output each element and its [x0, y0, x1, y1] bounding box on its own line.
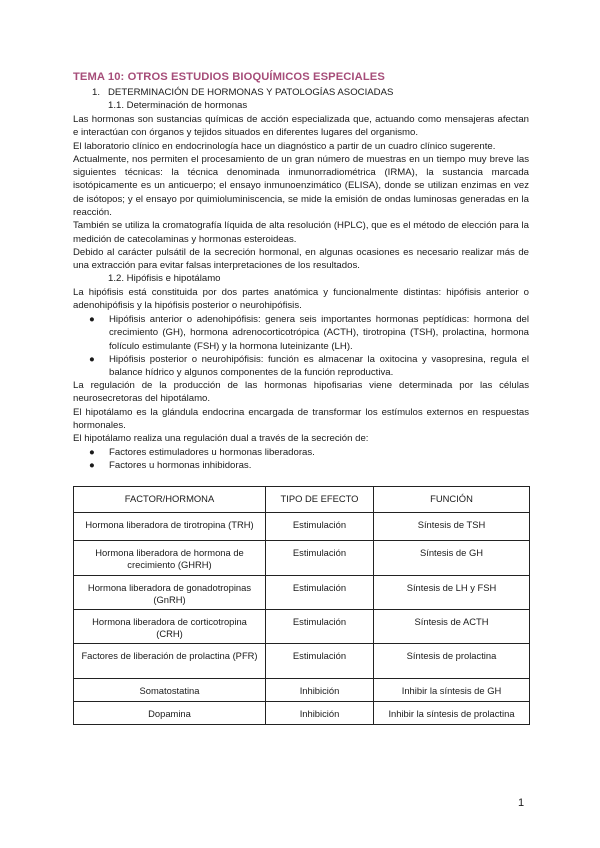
- paragraph: La hipófisis está constituida por dos partes anatómica y funcionalmente distintas: hipófisis anterior o adenohipófisis y la hipófisis posterior o neurohipófisis.: [73, 287, 529, 312]
- paragraph: Debido al carácter pulsátil de la secreción hormonal, en algunas ocasiones es necesario realizar más de una extracción para evitar falsas interpretaciones de los resultados.: [73, 246, 529, 272]
- paragraph: Las hormonas son sustancias químicas de acción especializada que, actuando como mensajeras afectan e interactúan con órganos y tejidos situados en diferentes lugares del organismo.: [73, 114, 529, 139]
- page-title: TEMA 10: OTROS ESTUDIOS BIOQUÍMICOS ESPECIALES: [73, 71, 385, 83]
- hypophysis-paragraph: [73, 286, 529, 313]
- list-item: ● Factores estimuladores u hormonas liberadoras.: [89, 447, 315, 458]
- section-number: 1.: [92, 87, 101, 98]
- table-header-row: [74, 487, 530, 513]
- list-item: ● Hipófisis posterior o neurohipófisis: función es almacenar la oxitocina y vasopresina, regula el balance hídrico y algunos componentes de la función reproductiva.: [89, 353, 529, 379]
- subsection-heading-1-1: 1.1. Determinación de hormonas: [108, 100, 248, 111]
- table-row: [74, 576, 530, 610]
- column-header-effect: TIPO DE EFECTO: [266, 487, 374, 513]
- table-row: [74, 541, 530, 576]
- hypothalamus-paragraphs: [73, 379, 529, 445]
- table-cell: Síntesis de ACTH: [374, 610, 530, 644]
- subsection-heading-1-2: 1.2. Hipófisis e hipotálamo: [108, 273, 221, 284]
- bullet-icon: ●: [89, 353, 95, 365]
- table-cell: Hormona liberadora de tirotropina (TRH): [74, 513, 266, 541]
- column-header-factor: FACTOR/HORMONA: [74, 487, 266, 513]
- table-row: [74, 610, 530, 644]
- table-cell: Hormona liberadora de gonadotropinas (GnRH): [74, 576, 266, 610]
- table-row: [74, 702, 530, 725]
- table-cell: Inhibición: [266, 679, 374, 702]
- table-cell: Inhibir la síntesis de prolactina: [374, 702, 530, 725]
- paragraph: También se utiliza la cromatografía líquida de alta resolución (HPLC), que es el método de elección para la medición de catecolaminas y hormonas esteroideas.: [73, 220, 529, 245]
- table-cell: Estimulación: [266, 513, 374, 541]
- bullet-icon: ●: [89, 314, 95, 325]
- table-cell: Síntesis de GH: [374, 541, 530, 576]
- table-cell: Somatostatina: [74, 679, 266, 702]
- table-cell: Factores de liberación de prolactina (PFR): [74, 644, 266, 679]
- table-cell: Síntesis de prolactina: [374, 644, 530, 679]
- table-cell: Síntesis de LH y FSH: [374, 576, 530, 610]
- section-heading-1: [92, 87, 393, 98]
- table-cell: Síntesis de TSH: [374, 513, 530, 541]
- bullet-icon: ●: [89, 447, 95, 458]
- hypophysis-bullet-list: [73, 313, 529, 379]
- table-cell: Estimulación: [266, 610, 374, 644]
- table-cell: Inhibir la síntesis de GH: [374, 679, 530, 702]
- table-cell: Estimulación: [266, 541, 374, 576]
- table-cell: Hormona liberadora de corticotropina (CRH): [74, 610, 266, 644]
- table-cell: Estimulación: [266, 644, 374, 679]
- paragraph: El hipotálamo realiza una regulación dual a través de la secreción de:: [73, 433, 369, 445]
- paragraph: Actualmente, nos permiten el procesamiento de un gran número de muestras en un tiempo muy breve las siguientes técnicas: la técnica denominada inmunorradiométrica (IRMA), la sustancia marcada isotópicamente es un anticuerpo; el ensayo inmunoenzimático (ELISA), donde se utilizan enzimas en vez de isótopos; y el ensayo por quimioluminiscencia, se mide la emisión de ondas luminosas generadas en la reacción.: [73, 153, 529, 219]
- regulation-bullet-list: [73, 446, 529, 473]
- table-cell: Dopamina: [74, 702, 266, 725]
- intro-paragraphs: [73, 113, 529, 273]
- table-cell: Estimulación: [266, 576, 374, 610]
- column-header-function: FUNCIÓN: [374, 487, 530, 513]
- table-row: [74, 644, 530, 679]
- table-row: [74, 513, 530, 541]
- page-number: 1: [518, 797, 525, 809]
- paragraph: El hipotálamo es la glándula endocrina encargada de transformar los estímulos externos en respuestas hormonales.: [73, 406, 529, 431]
- list-item: ● Factores u hormonas inhibidoras.: [89, 460, 252, 472]
- hormone-table: [73, 486, 530, 725]
- section-label: DETERMINACIÓN DE HORMONAS Y PATOLOGÍAS ASOCIADAS: [108, 87, 394, 98]
- list-item: ● Hipófisis anterior o adenohipófisis: genera seis importantes hormonas peptídicas: hormona del crecimiento (GH), hormona adrenocorticotrópica (ACTH), tirotropina (TSH), prolactina, hormona folículo estimulante (FSH) y la hormona luteinizante (LH).: [89, 314, 529, 352]
- bullet-icon: ●: [89, 460, 95, 472]
- paragraph: La regulación de la producción de las hormonas hipofisarias viene determinada por las células neurosecretoras del hipotálamo.: [73, 380, 529, 405]
- paragraph: El laboratorio clínico en endocrinología hace un diagnóstico a partir de un cuadro clínico sugerente.: [73, 140, 496, 152]
- table-cell: Inhibición: [266, 702, 374, 725]
- table-row: [74, 679, 530, 702]
- table-cell: Hormona liberadora de hormona de crecimiento (GHRH): [74, 541, 266, 576]
